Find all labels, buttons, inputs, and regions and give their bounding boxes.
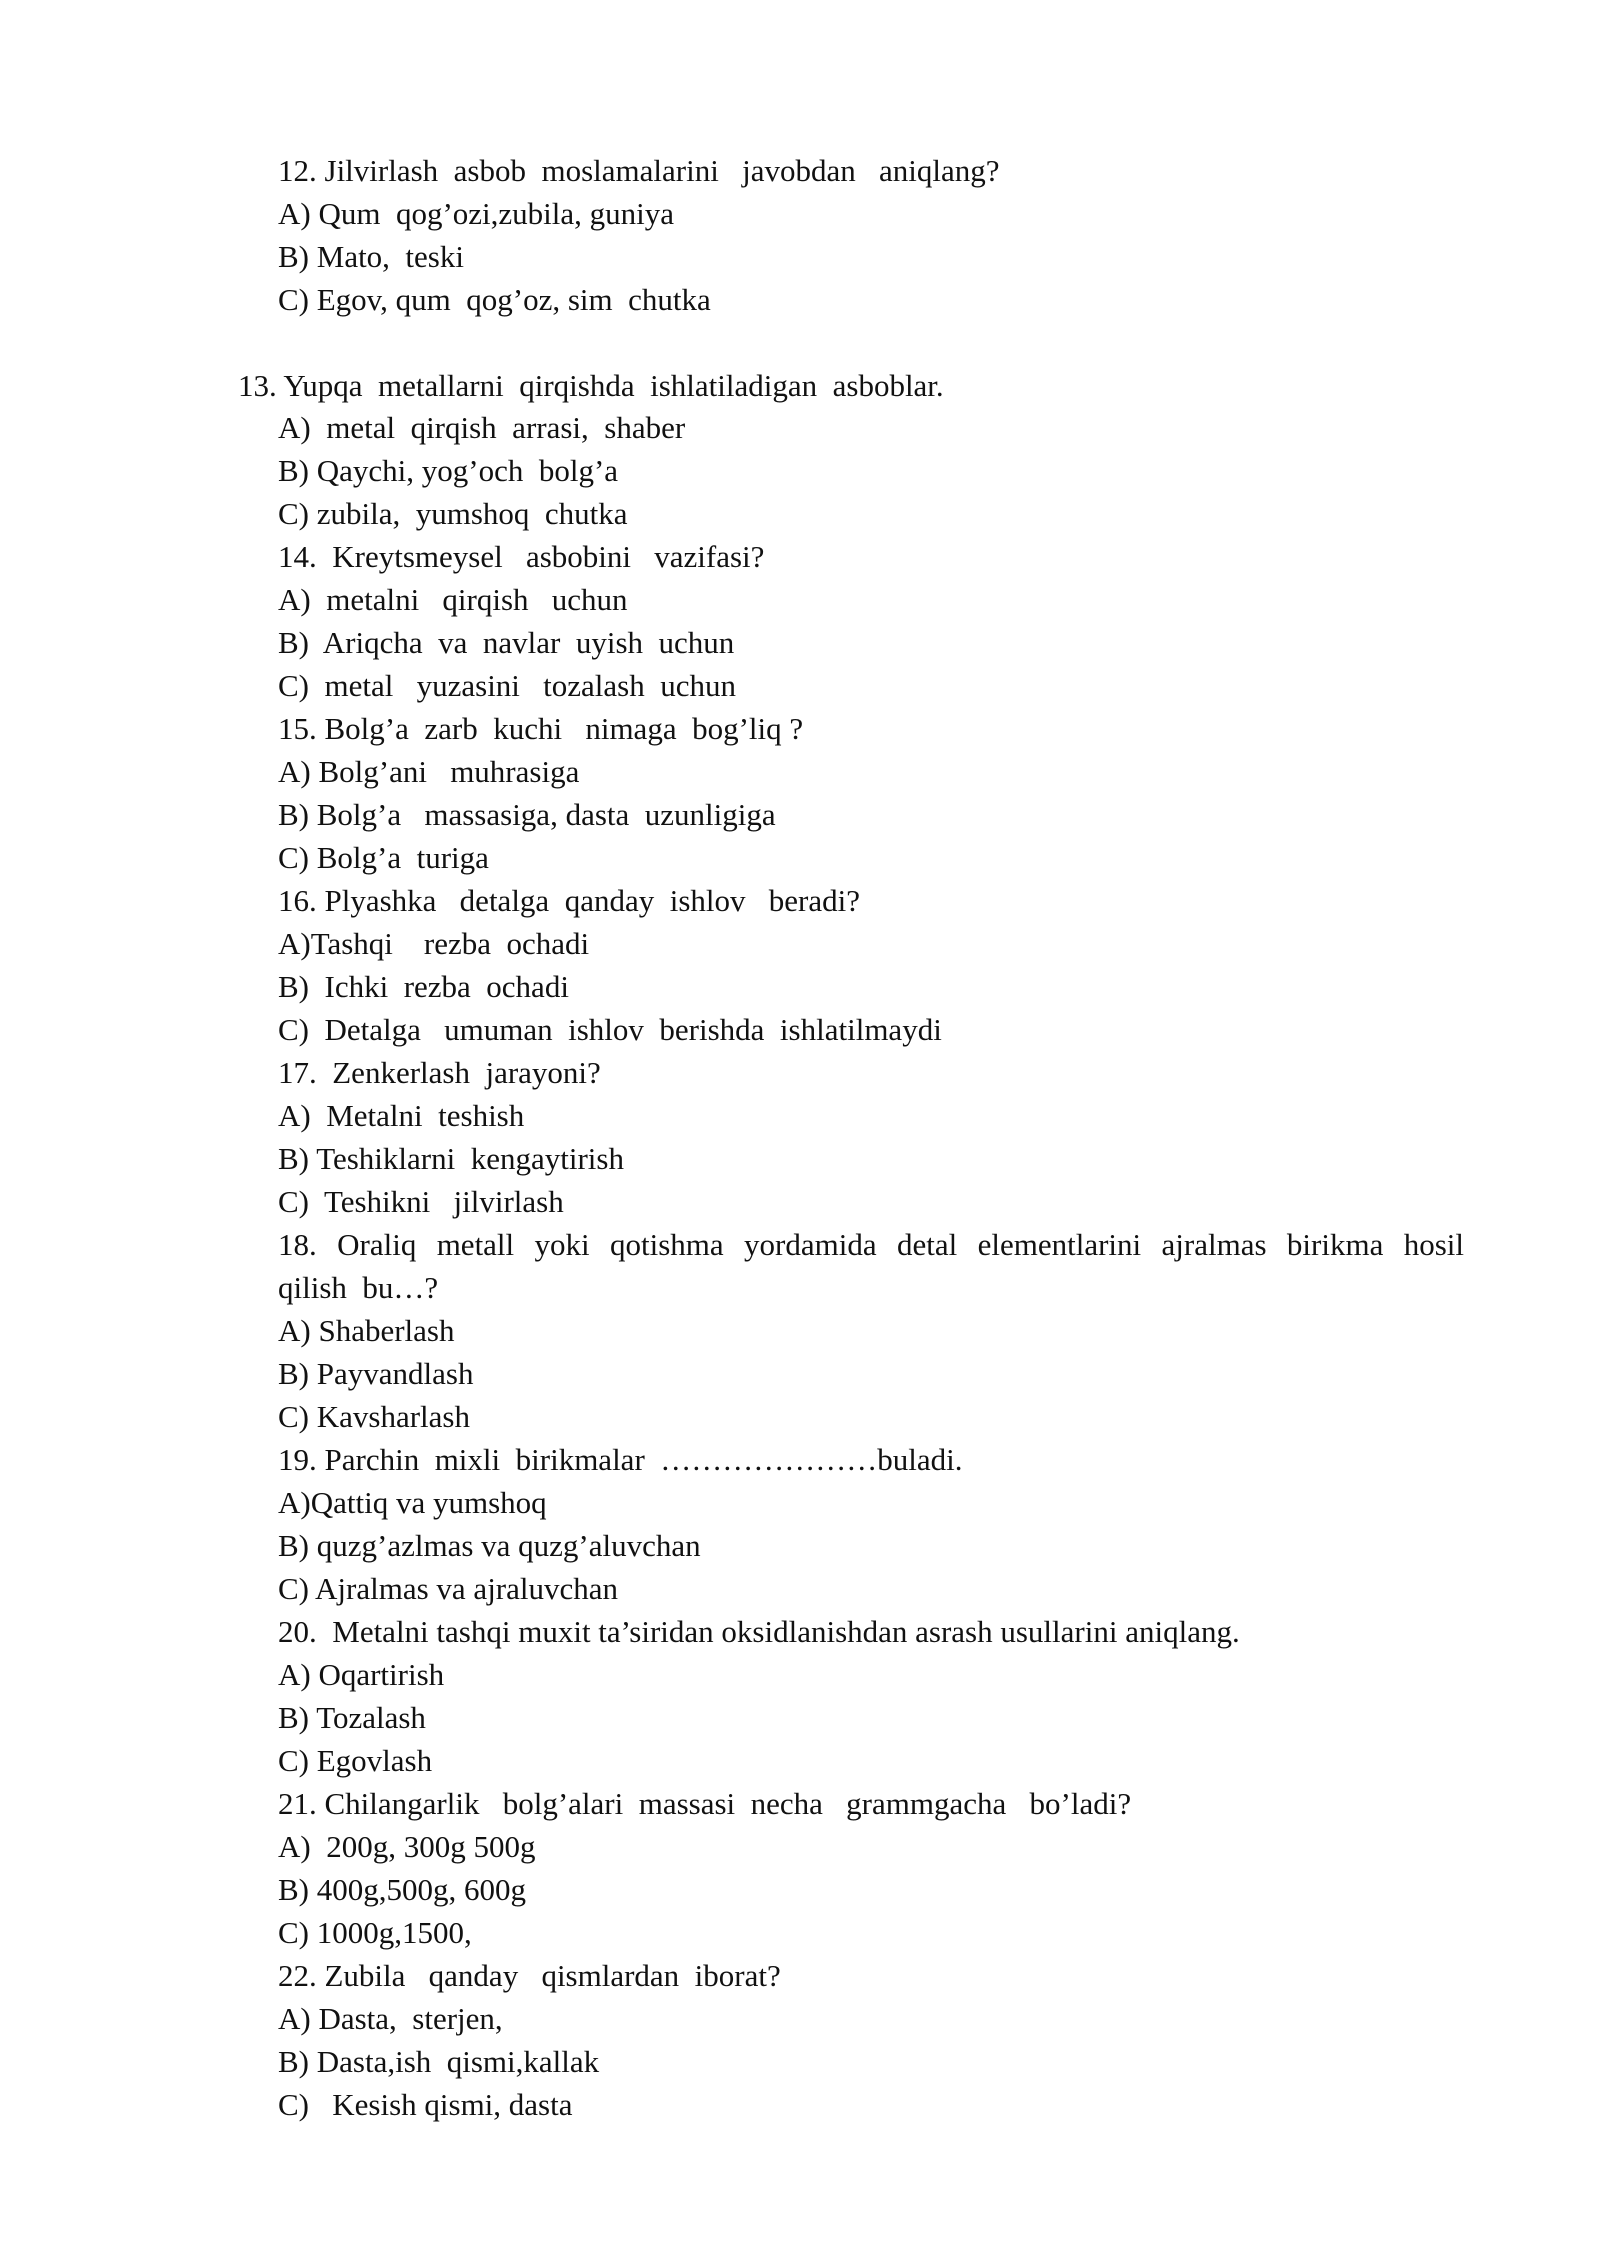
option-12-a: A) Qum qog’ozi,zubila, guniya [278,196,675,231]
option-19-b: B) quzg’azlmas va quzg’aluvchan [278,1528,701,1563]
question-18-line-2: qilish bu…? [278,1270,439,1305]
question-13: 13. Yupqa metallarni qirqishda ishlatiladigan asboblar. [238,368,944,403]
option-15-b: B) Bolg’a massasiga, dasta uzunligiga [278,797,776,832]
option-15-c: C) Bolg’a turiga [278,840,489,875]
question-18-line-1: 18. Oraliq metall yoki qotishma yordamida detal elementlarini ajralmas birikma hosil [278,1227,1464,1262]
option-21-b: B) 400g,500g, 600g [278,1872,526,1907]
question-21: 21. Chilangarlik bolg’alari massasi necha grammgacha bo’ladi? [278,1786,1132,1821]
option-16-a: A)Tashqi rezba ochadi [278,926,590,961]
option-22-c: C) Kesish qismi, dasta [278,2087,573,2122]
question-17: 17. Zenkerlash jarayoni? [278,1055,601,1090]
option-21-a: A) 200g, 300g 500g [278,1829,536,1864]
option-17-b: B) Teshiklarni kengaytirish [278,1141,624,1176]
option-20-c: C) Egovlash [278,1743,433,1778]
option-18-c: C) Kavsharlash [278,1399,470,1434]
option-13-b: B) Qaychi, yog’och bolg’a [278,453,619,488]
option-17-a: A) Metalni teshish [278,1098,525,1133]
option-18-b: B) Payvandlash [278,1356,474,1391]
option-13-c: C) zubila, yumshoq chutka [278,496,628,531]
question-14: 14. Kreytsmeysel asbobini vazifasi? [278,539,765,574]
option-14-c: C) metal yuzasini tozalash uchun [278,668,736,703]
option-12-b: B) Mato, teski [278,239,464,274]
option-17-c: C) Teshikni jilvirlash [278,1184,564,1219]
option-13-a: A) metal qirqish arrasi, shaber [278,410,686,445]
option-22-b: B) Dasta,ish qismi,kallak [278,2044,600,2079]
question-12: 12. Jilvirlash asbob moslamalarini javobdan aniqlang? [278,153,1000,188]
option-22-a: A) Dasta, sterjen, [278,2001,503,2036]
option-16-b: B) Ichki rezba ochadi [278,969,569,1004]
option-14-b: B) Ariqcha va navlar uyish uchun [278,625,735,660]
option-20-a: A) Oqartirish [278,1657,445,1692]
option-19-a: A)Qattiq va yumshoq [278,1485,547,1520]
option-20-b: B) Tozalash [278,1700,426,1735]
question-19: 19. Parchin mixli birikmalar …………………buladi. [278,1442,963,1477]
option-21-c: C) 1000g,1500, [278,1915,472,1950]
option-16-c: C) Detalga umuman ishlov berishda ishlatilmaydi [278,1012,942,1047]
option-19-c: C) Ajralmas va ajraluvchan [278,1571,619,1606]
question-20: 20. Metalni tashqi muxit ta’siridan oksidlanishdan asrash usullarini aniqlang. [278,1614,1240,1649]
question-15: 15. Bolg’a zarb kuchi nimaga bog’liq ? [278,711,804,746]
question-16: 16. Plyashka detalga qanday ishlov beradi? [278,883,860,918]
option-14-a: A) metalni qirqish uchun [278,582,628,617]
option-15-a: A) Bolg’ani muhrasiga [278,754,580,789]
question-22: 22. Zubila qanday qismlardan iborat? [278,1958,781,1993]
option-18-a: A) Shaberlash [278,1313,455,1348]
option-12-c: C) Egov, qum qog’oz, sim chutka [278,282,711,317]
